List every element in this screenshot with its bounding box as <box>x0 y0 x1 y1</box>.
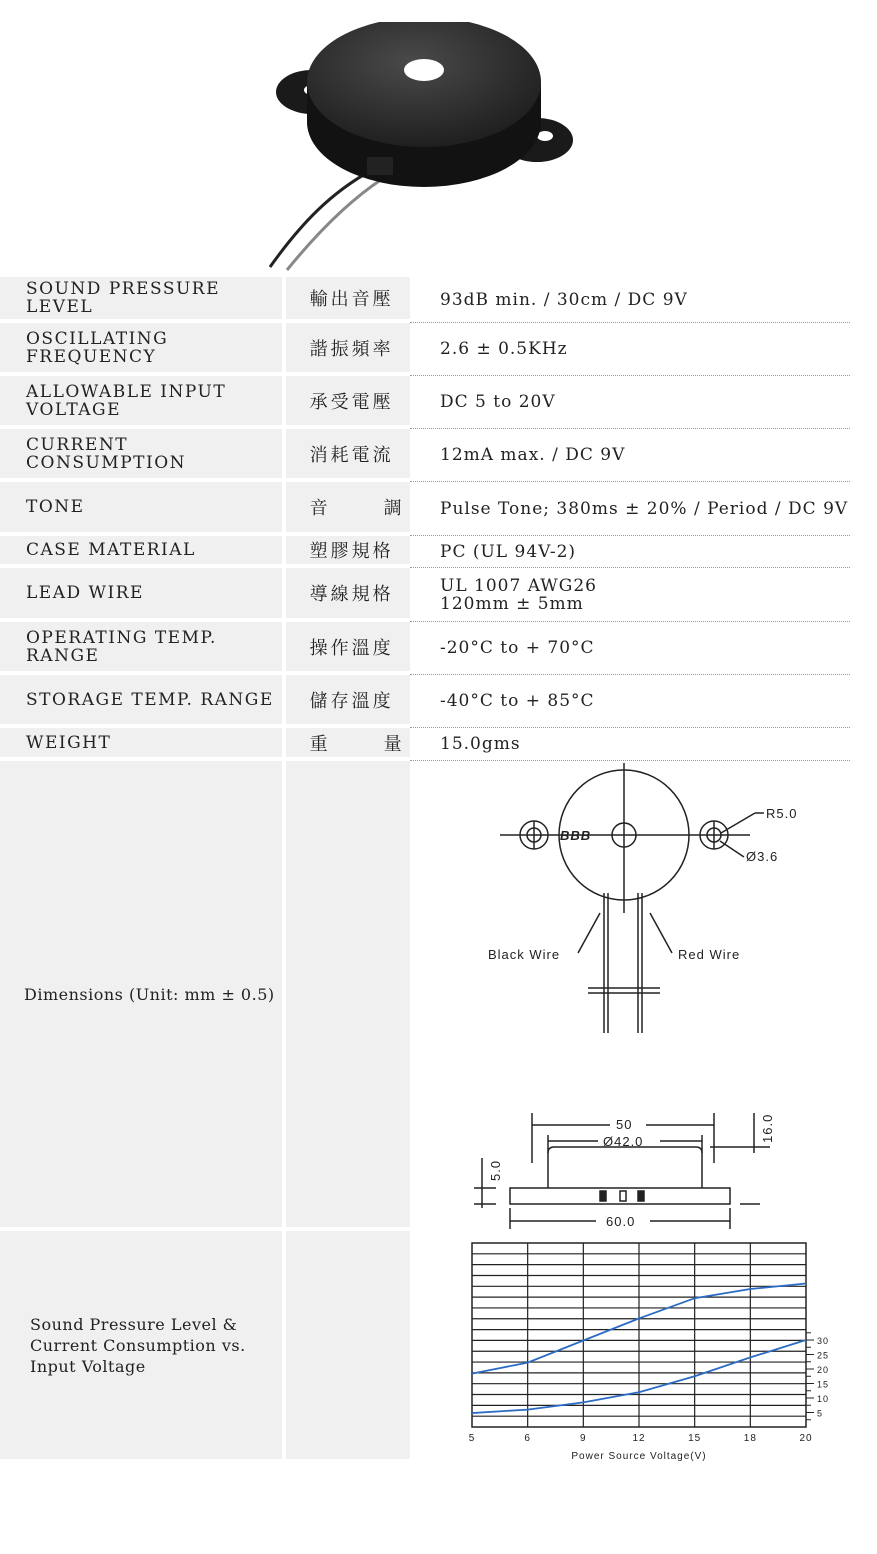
row-value-line-2: 120mm ± 5mm <box>440 593 584 614</box>
row-value: PC (UL 94V-2) <box>410 536 850 568</box>
table-row <box>0 622 850 675</box>
row-label-en: CASE MATERIAL <box>0 536 282 568</box>
row-label-zh-b: 量 <box>383 733 402 755</box>
dimensions-row <box>0 761 850 1231</box>
row-label-zh: 諧振頻率 <box>282 323 410 376</box>
row-label-en: ALLOWABLE INPUT VOLTAGE <box>0 376 282 429</box>
table-row <box>0 323 850 376</box>
y-right-tick-label: 20 <box>817 1365 830 1376</box>
x-tick-label: 6 <box>524 1433 531 1444</box>
black-wire-label: Black Wire <box>488 947 561 962</box>
spl-chart-cell <box>410 1231 850 1463</box>
y-right-tick-label: 25 <box>817 1350 830 1361</box>
spl-chart-spacer <box>282 1231 410 1463</box>
row-label-en: SOUND PRESSURE LEVEL <box>0 277 282 323</box>
dimension-drawing <box>410 763 850 1229</box>
row-label-en: OPERATING TEMP. RANGE <box>0 622 282 675</box>
row-label-zh: 儲存溫度 <box>282 675 410 728</box>
table-row <box>0 675 850 728</box>
x-tick-label: 18 <box>743 1433 757 1444</box>
row-label-zh: 承受電壓 <box>282 376 410 429</box>
dimensions-label: Dimensions (Unit: mm ± 0.5) <box>0 761 282 1231</box>
y-right-tick-label: 15 <box>817 1379 830 1390</box>
x-tick-label: 12 <box>632 1433 646 1444</box>
row-value <box>410 568 850 622</box>
row-value: 2.6 ± 0.5KHz <box>410 323 850 376</box>
row-value: Pulse Tone; 380ms ± 20% / Period / DC 9V <box>410 482 850 536</box>
row-label-zh: 操作溫度 <box>282 622 410 675</box>
table-row <box>0 429 850 482</box>
row-value: DC 5 to 20V <box>410 376 850 429</box>
x-tick-label: 20 <box>799 1433 813 1444</box>
row-label-zh-b: 調 <box>383 498 402 519</box>
table-row <box>0 728 850 761</box>
x-tick-label: 5 <box>468 1433 476 1444</box>
spl-chart-label: Sound Pressure Level & Current Consumption vs. Input Voltage <box>0 1231 282 1463</box>
row-label-zh: 輸出音壓 <box>282 277 410 323</box>
x-tick-label: 9 <box>580 1433 587 1444</box>
row-value: 93dB min. / 30cm / DC 9V <box>410 277 850 323</box>
table-row <box>0 277 850 323</box>
x-axis-label: Power Source Voltage(V) <box>571 1451 707 1462</box>
x-tick-label: 15 <box>688 1433 702 1444</box>
table-row <box>0 568 850 622</box>
dimension-42: Ø42.0 <box>603 1134 644 1149</box>
radius-label: R5.0 <box>766 806 798 821</box>
dimension-50: 50 <box>616 1117 633 1132</box>
y-right-tick-label: 30 <box>817 1336 830 1347</box>
y-right-tick-label: 10 <box>817 1394 830 1405</box>
row-label-en: LEAD WIRE <box>0 568 282 622</box>
red-wire-label: Red Wire <box>678 947 741 962</box>
spl-chart <box>410 1231 850 1463</box>
row-value: 15.0gms <box>410 728 850 761</box>
row-label-en: CURRENT CONSUMPTION <box>0 429 282 482</box>
row-value-line-1: UL 1007 AWG26 <box>440 575 597 596</box>
dimensions-drawing-cell <box>410 761 850 1231</box>
table-row <box>0 376 850 429</box>
dimensions-spacer <box>282 761 410 1231</box>
row-value: -40°C to + 85°C <box>410 675 850 728</box>
row-label-zh-a: 音 <box>309 498 328 519</box>
row-label-zh: 導線規格 <box>282 568 410 622</box>
logo-text: BBB <box>560 828 592 843</box>
y-right-tick-label: 5 <box>817 1408 824 1419</box>
spl-chart-row <box>0 1231 850 1463</box>
row-label-zh <box>282 728 410 761</box>
row-label-en: OSCILLATING FREQUENCY <box>0 323 282 376</box>
row-label-en: WEIGHT <box>0 728 282 761</box>
row-label-zh-a: 重 <box>309 733 328 755</box>
dimension-16: 16.0 <box>760 1113 775 1143</box>
row-label-zh <box>282 482 410 536</box>
row-value: -20°C to + 70°C <box>410 622 850 675</box>
dimension-60: 60.0 <box>606 1214 636 1229</box>
specification-table <box>0 277 850 1463</box>
row-label-zh: 塑膠規格 <box>282 536 410 568</box>
row-label-en: TONE <box>0 482 282 536</box>
hole-label: Ø3.6 <box>746 849 779 864</box>
table-row <box>0 536 850 568</box>
dimension-5: 5.0 <box>488 1159 503 1181</box>
table-row <box>0 482 850 536</box>
buzzer-product-photo <box>262 22 592 272</box>
row-value: 12mA max. / DC 9V <box>410 429 850 482</box>
row-label-zh: 消耗電流 <box>282 429 410 482</box>
row-label-en: STORAGE TEMP. RANGE <box>0 675 282 728</box>
